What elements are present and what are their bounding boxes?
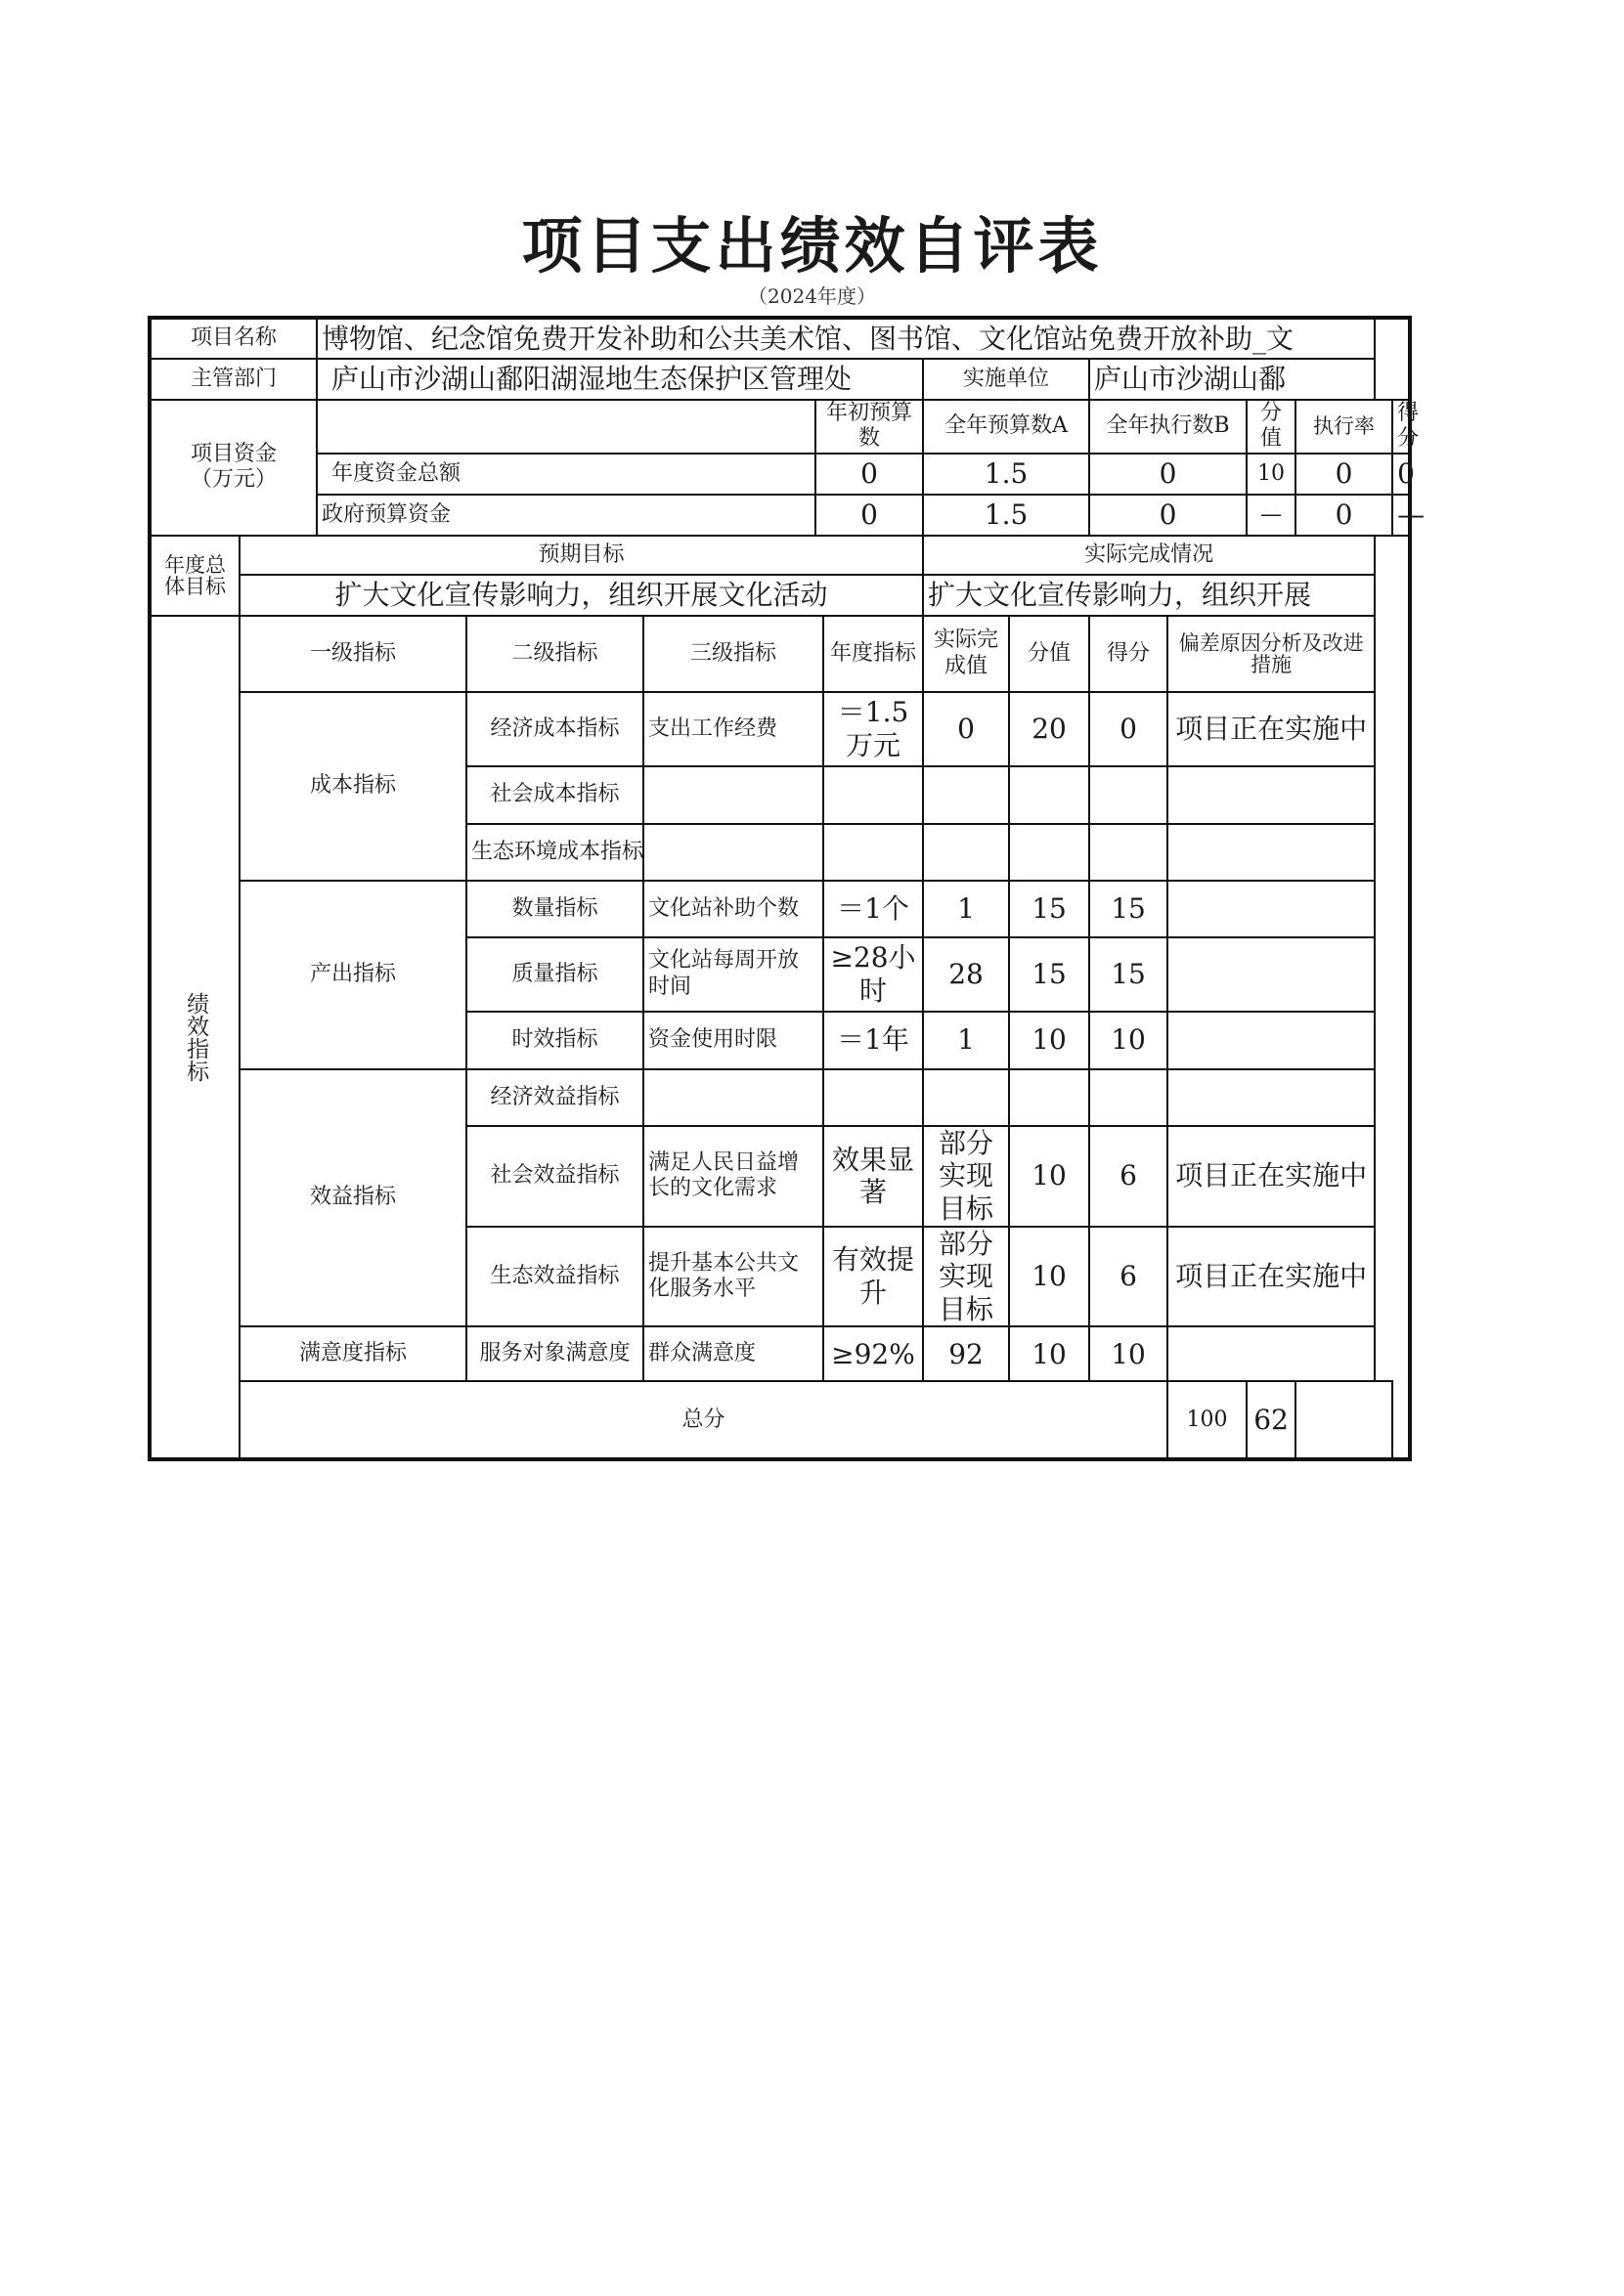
deviation-cell xyxy=(1167,881,1375,937)
deviation-cell xyxy=(1167,824,1375,881)
funds-initial: 0 xyxy=(815,454,923,495)
level2-cell: 时效指标 xyxy=(466,1012,643,1069)
indicator-row xyxy=(150,1326,1410,1381)
level2-cell: 社会成本指标 xyxy=(466,766,643,824)
deviation-cell xyxy=(1167,1069,1375,1126)
score-value-header: 分值 xyxy=(1247,400,1295,454)
funds-label-line1: 项目资金 xyxy=(191,442,278,466)
level2-cell: 社会效益指标 xyxy=(466,1126,643,1227)
funds-exec-rate: 0 xyxy=(1295,454,1392,495)
score-value-cell: 10 xyxy=(1009,1126,1089,1227)
target-cell xyxy=(823,766,923,824)
funds-score: — xyxy=(1392,495,1410,536)
initial-budget-header: 年初预算数 xyxy=(815,400,923,454)
funds-score-value: 10 xyxy=(1247,454,1295,495)
total-label: 总分 xyxy=(240,1381,1167,1459)
deviation-header: 偏差原因分析及改进措施 xyxy=(1167,616,1375,692)
actual-completion-value: 扩大文化宣传影响力，组织开展 xyxy=(923,575,1375,616)
performance-table xyxy=(148,316,1426,1461)
total-row xyxy=(150,1381,1410,1459)
level3-cell: 群众满意度 xyxy=(643,1326,823,1381)
exec-rate-header: 执行率 xyxy=(1295,400,1392,454)
funds-row-label: 政府预算资金 xyxy=(317,495,815,536)
deviation-cell xyxy=(1167,937,1375,1012)
indicator-row xyxy=(150,692,1410,766)
funds-annual: 1.5 xyxy=(923,454,1089,495)
level3-cell: 资金使用时限 xyxy=(643,1012,823,1069)
implementing-unit-label: 实施单位 xyxy=(923,359,1089,400)
funds-executed: 0 xyxy=(1089,454,1247,495)
funds-exec-rate: 0 xyxy=(1295,495,1392,536)
actual-value-header: 实际完成值 xyxy=(923,616,1009,692)
score-value-cell: 10 xyxy=(1009,1227,1089,1327)
indicators-header-row xyxy=(150,616,1410,692)
department-label: 主管部门 xyxy=(150,359,317,400)
score-value-cell: 15 xyxy=(1009,937,1089,1012)
deviation-cell xyxy=(1167,766,1375,824)
indicator-score-value-header: 分值 xyxy=(1009,616,1089,692)
satisfaction-indicator-group: 满意度指标 xyxy=(240,1326,466,1381)
level2-cell: 生态环境成本指标 xyxy=(466,824,643,881)
level2-cell: 经济效益指标 xyxy=(466,1069,643,1126)
level3-cell: 文化站补助个数 xyxy=(643,881,823,937)
score-cell: 10 xyxy=(1089,1326,1167,1381)
funds-label xyxy=(150,400,317,536)
funds-executed: 0 xyxy=(1089,495,1247,536)
department-value: 庐山市沙湖山鄱阳湖湿地生态保护区管理处 xyxy=(317,359,923,400)
total-score-value: 100 xyxy=(1167,1381,1247,1459)
actual-cell: 1 xyxy=(923,881,1009,937)
level3-cell: 提升基本公共文化服务水平 xyxy=(643,1227,823,1327)
score-cell xyxy=(1089,766,1167,824)
score-value-cell xyxy=(1009,766,1089,824)
funds-annual: 1.5 xyxy=(923,495,1089,536)
funds-label-line2: （万元） xyxy=(191,467,278,493)
level3-cell: 满足人民日益增长的文化需求 xyxy=(643,1126,823,1227)
deviation-cell: 项目正在实施中 xyxy=(1167,1126,1375,1227)
target-cell xyxy=(823,824,923,881)
level2-cell: 质量指标 xyxy=(466,937,643,1012)
department-row xyxy=(150,359,1410,400)
actual-cell: 部分实现目标 xyxy=(923,1227,1009,1327)
funds-total-row xyxy=(150,454,1410,495)
level2-cell: 经济成本指标 xyxy=(466,692,643,766)
expected-goals-value: 扩大文化宣传影响力，组织开展文化活动 xyxy=(240,575,923,616)
document-year: （2024年度） xyxy=(748,284,876,308)
funds-row-label: 年度资金总额 xyxy=(317,454,815,495)
indicator-score-header: 得分 xyxy=(1089,616,1167,692)
funds-government-row xyxy=(150,495,1410,536)
score-cell: 6 xyxy=(1089,1126,1167,1227)
level3-cell xyxy=(643,824,823,881)
executed-header: 全年执行数B xyxy=(1089,400,1247,454)
actual-cell: 0 xyxy=(923,692,1009,766)
score-cell: 6 xyxy=(1089,1227,1167,1327)
target-cell: 效果显著 xyxy=(823,1126,923,1227)
actual-cell xyxy=(923,766,1009,824)
score-cell xyxy=(1089,824,1167,881)
actual-cell: 部分实现目标 xyxy=(923,1126,1009,1227)
project-name-row xyxy=(150,318,1410,359)
indicator-row xyxy=(150,1069,1410,1126)
document-title: 项目支出绩效自评表 xyxy=(521,210,1103,282)
score-cell xyxy=(1089,1069,1167,1126)
deviation-cell xyxy=(1167,1326,1375,1381)
score-value-cell xyxy=(1009,824,1089,881)
project-name-value: 博物馆、纪念馆免费开发补助和公共美术馆、图书馆、文化馆站免费开放补助_文 xyxy=(317,318,1375,359)
actual-cell xyxy=(923,824,1009,881)
level3-cell: 文化站每周开放时间 xyxy=(643,937,823,1012)
score-cell: 10 xyxy=(1089,1012,1167,1069)
actual-cell xyxy=(923,1069,1009,1126)
score-value-cell: 15 xyxy=(1009,881,1089,937)
total-score: 62 xyxy=(1247,1381,1295,1459)
performance-indicators-label: 绩效指标 xyxy=(150,616,240,1460)
target-cell: ≥28小时 xyxy=(823,937,923,1012)
indicator-row xyxy=(150,881,1410,937)
target-cell: 有效提升 xyxy=(823,1227,923,1327)
target-header: 年度指标 xyxy=(823,616,923,692)
level3-cell: 支出工作经费 xyxy=(643,692,823,766)
actual-cell: 1 xyxy=(923,1012,1009,1069)
level2-cell: 生态效益指标 xyxy=(466,1227,643,1327)
funds-header-row xyxy=(150,400,1410,454)
level3-cell xyxy=(643,766,823,824)
target-cell: ≥92% xyxy=(823,1326,923,1381)
annual-goals-label: 年度总体目标 xyxy=(150,536,240,616)
deviation-cell: 项目正在实施中 xyxy=(1167,692,1375,766)
score-value-cell: 10 xyxy=(1009,1326,1089,1381)
output-indicator-group: 产出指标 xyxy=(240,881,466,1069)
expected-goals-header: 预期目标 xyxy=(240,536,923,575)
level2-cell: 数量指标 xyxy=(466,881,643,937)
score-cell: 0 xyxy=(1089,692,1167,766)
funds-score: 0 xyxy=(1392,454,1410,495)
level2-cell: 服务对象满意度 xyxy=(466,1326,643,1381)
score-header: 得分 xyxy=(1392,400,1410,454)
implementing-unit-value: 庐山市沙湖山鄱 xyxy=(1089,359,1375,400)
target-cell: ＝1年 xyxy=(823,1012,923,1069)
deviation-cell xyxy=(1167,1012,1375,1069)
cost-indicator-group: 成本指标 xyxy=(240,692,466,881)
deviation-cell: 项目正在实施中 xyxy=(1167,1227,1375,1327)
actual-cell: 92 xyxy=(923,1326,1009,1381)
actual-cell: 28 xyxy=(923,937,1009,1012)
target-cell: ＝1个 xyxy=(823,881,923,937)
project-name-label: 项目名称 xyxy=(150,318,317,359)
level1-header: 一级指标 xyxy=(240,616,466,692)
benefit-indicator-group: 效益指标 xyxy=(240,1069,466,1327)
total-blank xyxy=(1295,1381,1392,1459)
score-value-cell xyxy=(1009,1069,1089,1126)
goals-value-row xyxy=(150,575,1410,616)
level3-cell xyxy=(643,1069,823,1126)
goals-header-row xyxy=(150,536,1410,575)
target-cell xyxy=(823,1069,923,1126)
funds-blank-header xyxy=(317,400,815,454)
level2-header: 二级指标 xyxy=(466,616,643,692)
score-value-cell: 10 xyxy=(1009,1012,1089,1069)
score-cell: 15 xyxy=(1089,937,1167,1012)
funds-initial: 0 xyxy=(815,495,923,536)
target-cell: ＝1.5万元 xyxy=(823,692,923,766)
level3-header: 三级指标 xyxy=(643,616,823,692)
annual-budget-header: 全年预算数A xyxy=(923,400,1089,454)
score-cell: 15 xyxy=(1089,881,1167,937)
funds-score-value: — xyxy=(1247,495,1295,536)
actual-completion-header: 实际完成情况 xyxy=(923,536,1375,575)
score-value-cell: 20 xyxy=(1009,692,1089,766)
